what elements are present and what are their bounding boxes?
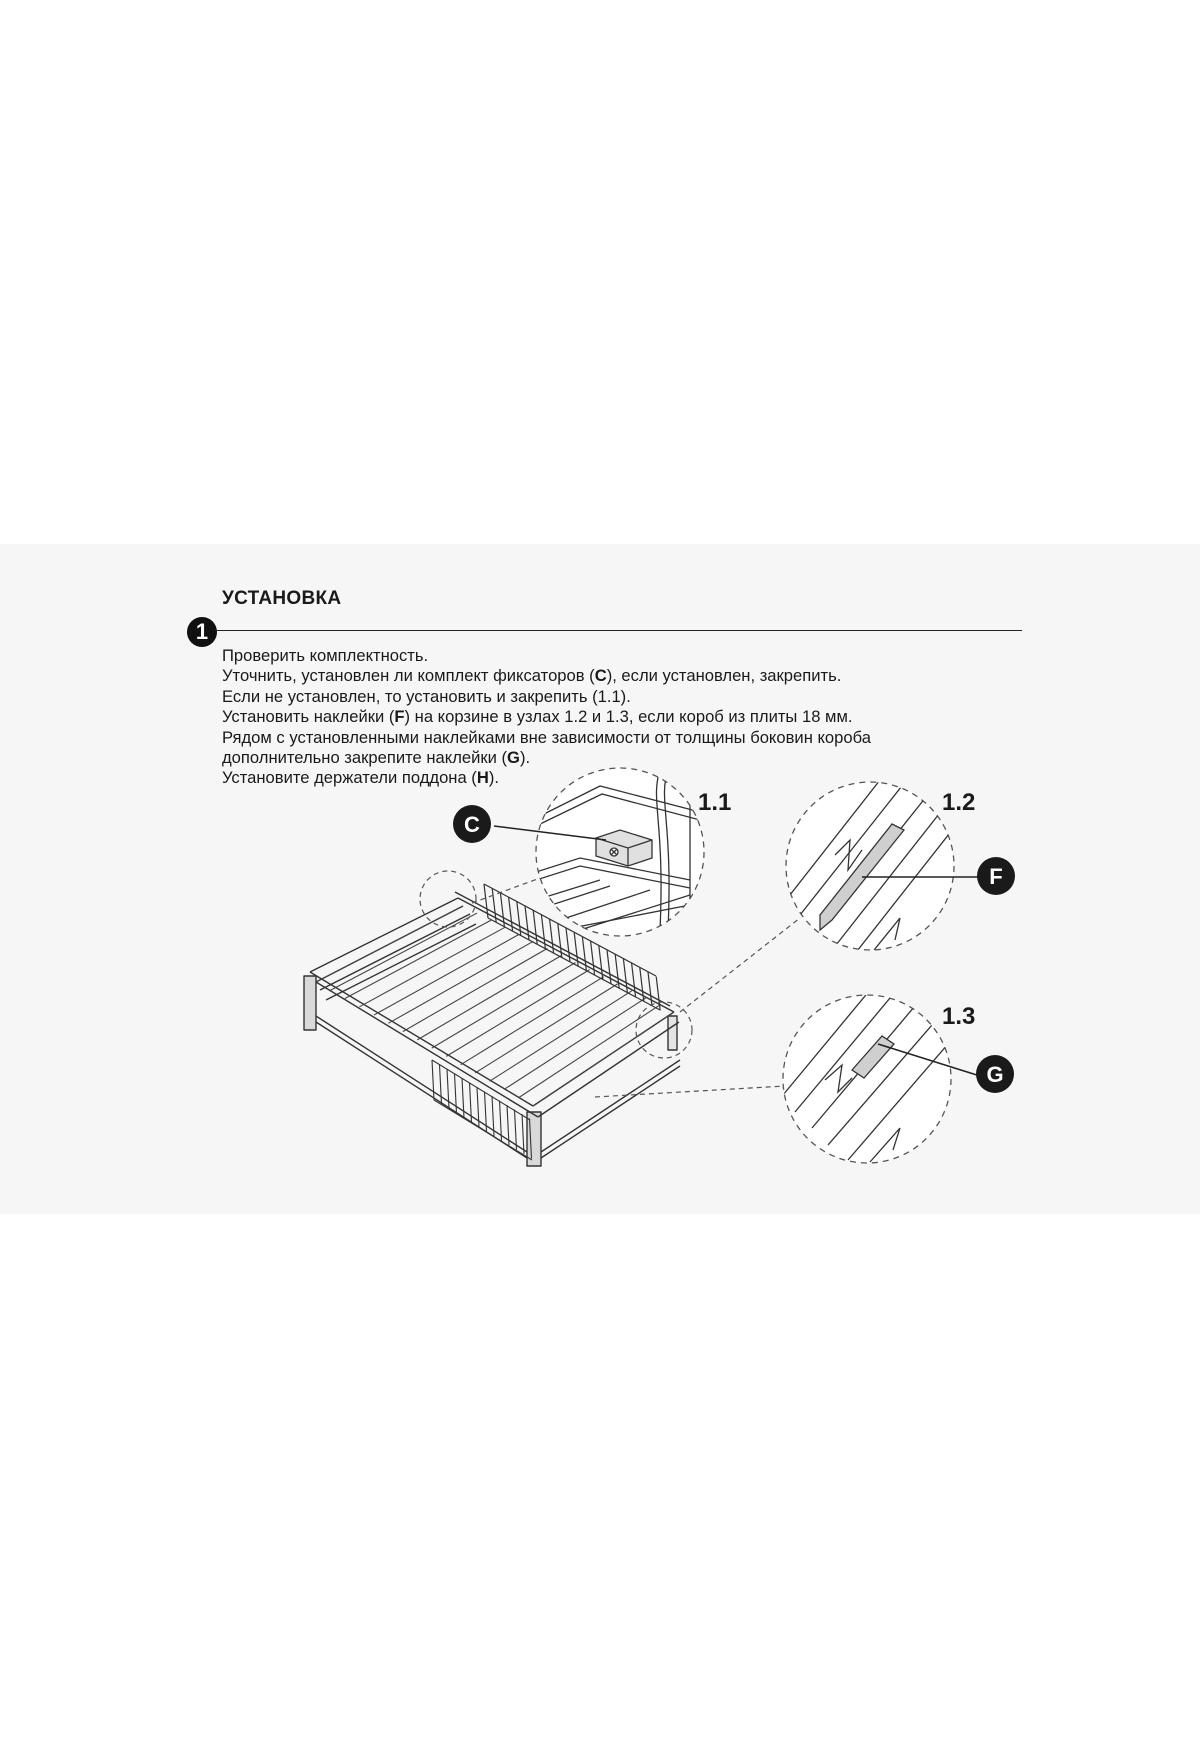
basket-slat [475,984,618,1073]
plate-rack-tine [607,950,611,984]
plate-rack-tine [615,954,619,988]
plate-rack-tine [632,963,636,997]
plate-rack-tine [574,932,578,966]
basket-slats [316,906,674,1106]
tray-hanger-rail [434,1100,532,1160]
detail-label-1-3: 1.3 [942,1003,976,1030]
basket-slat [403,948,548,1031]
plate-rack-tine [599,946,603,980]
detail-1-2 [786,780,960,960]
tray-hanger-wire [462,1078,464,1118]
detail-1-1 [536,768,704,936]
basket-slat [533,1012,674,1106]
basket-slat [446,970,589,1057]
detail-label-1-2: 1.2 [942,789,976,816]
callout-g-letter: G [986,1062,1004,1087]
step-number-badge: 1 [187,617,217,647]
instruction-line: Уточнить, установлен ли комплект фиксаторов (C), если установлен, закрепить. [222,666,842,686]
tray-hanger-wire [522,1114,524,1154]
plate-rack-tine [648,972,652,1006]
plate-rack-tine [656,976,660,1010]
basket-slat [432,963,576,1049]
detail-1-3 [783,990,960,1163]
basket-slat [504,998,646,1090]
tray-hanger-wire [455,1074,457,1114]
instruction-line: Установить наклейки (F) на корзине в узлах 1.2 и 1.3, если короб из плиты 18 мм. [222,707,853,727]
basket-slat [316,906,463,982]
callout-f [977,857,1015,895]
callout-g [976,1055,1014,1093]
detail-marker-1-2 [636,1002,692,1058]
basket-slat [345,920,491,998]
basket-slat [359,927,505,1007]
basket-slat [461,977,604,1065]
instruction-line: Рядом с установленными наклейками вне зависимости от толщины боковин короба [222,727,871,747]
callout-f-letter: F [989,864,1003,889]
plate-rack-tine [566,928,570,962]
detail-label-1-1: 1.1 [698,789,732,816]
instruction-line: Проверить комплектность. [222,646,429,665]
plate-rack-tine [640,968,644,1002]
instruction-line: Если не установлен, то установить и закрепить (1.1). [222,686,631,706]
instruction-line: Установите держатели поддона (H). [222,768,499,788]
tray-hanger-wire [440,1065,442,1105]
tray-hanger-wire [470,1083,472,1123]
basket-slat [388,941,533,1023]
plate-rack-tine [582,937,586,971]
basket-slat [374,934,519,1015]
instruction-line: дополнительно закрепите наклейки (G). [222,748,531,768]
plate-rack-tine [623,959,627,993]
callout-c [453,805,491,843]
tray-hanger-wire [432,1060,434,1100]
section-title: УСТАНОВКА [222,588,342,609]
tray-hanger-wire [447,1069,449,1109]
plate-rack-tine [591,941,595,975]
basket-slat [417,955,561,1039]
callout-c-letter: C [464,812,480,837]
